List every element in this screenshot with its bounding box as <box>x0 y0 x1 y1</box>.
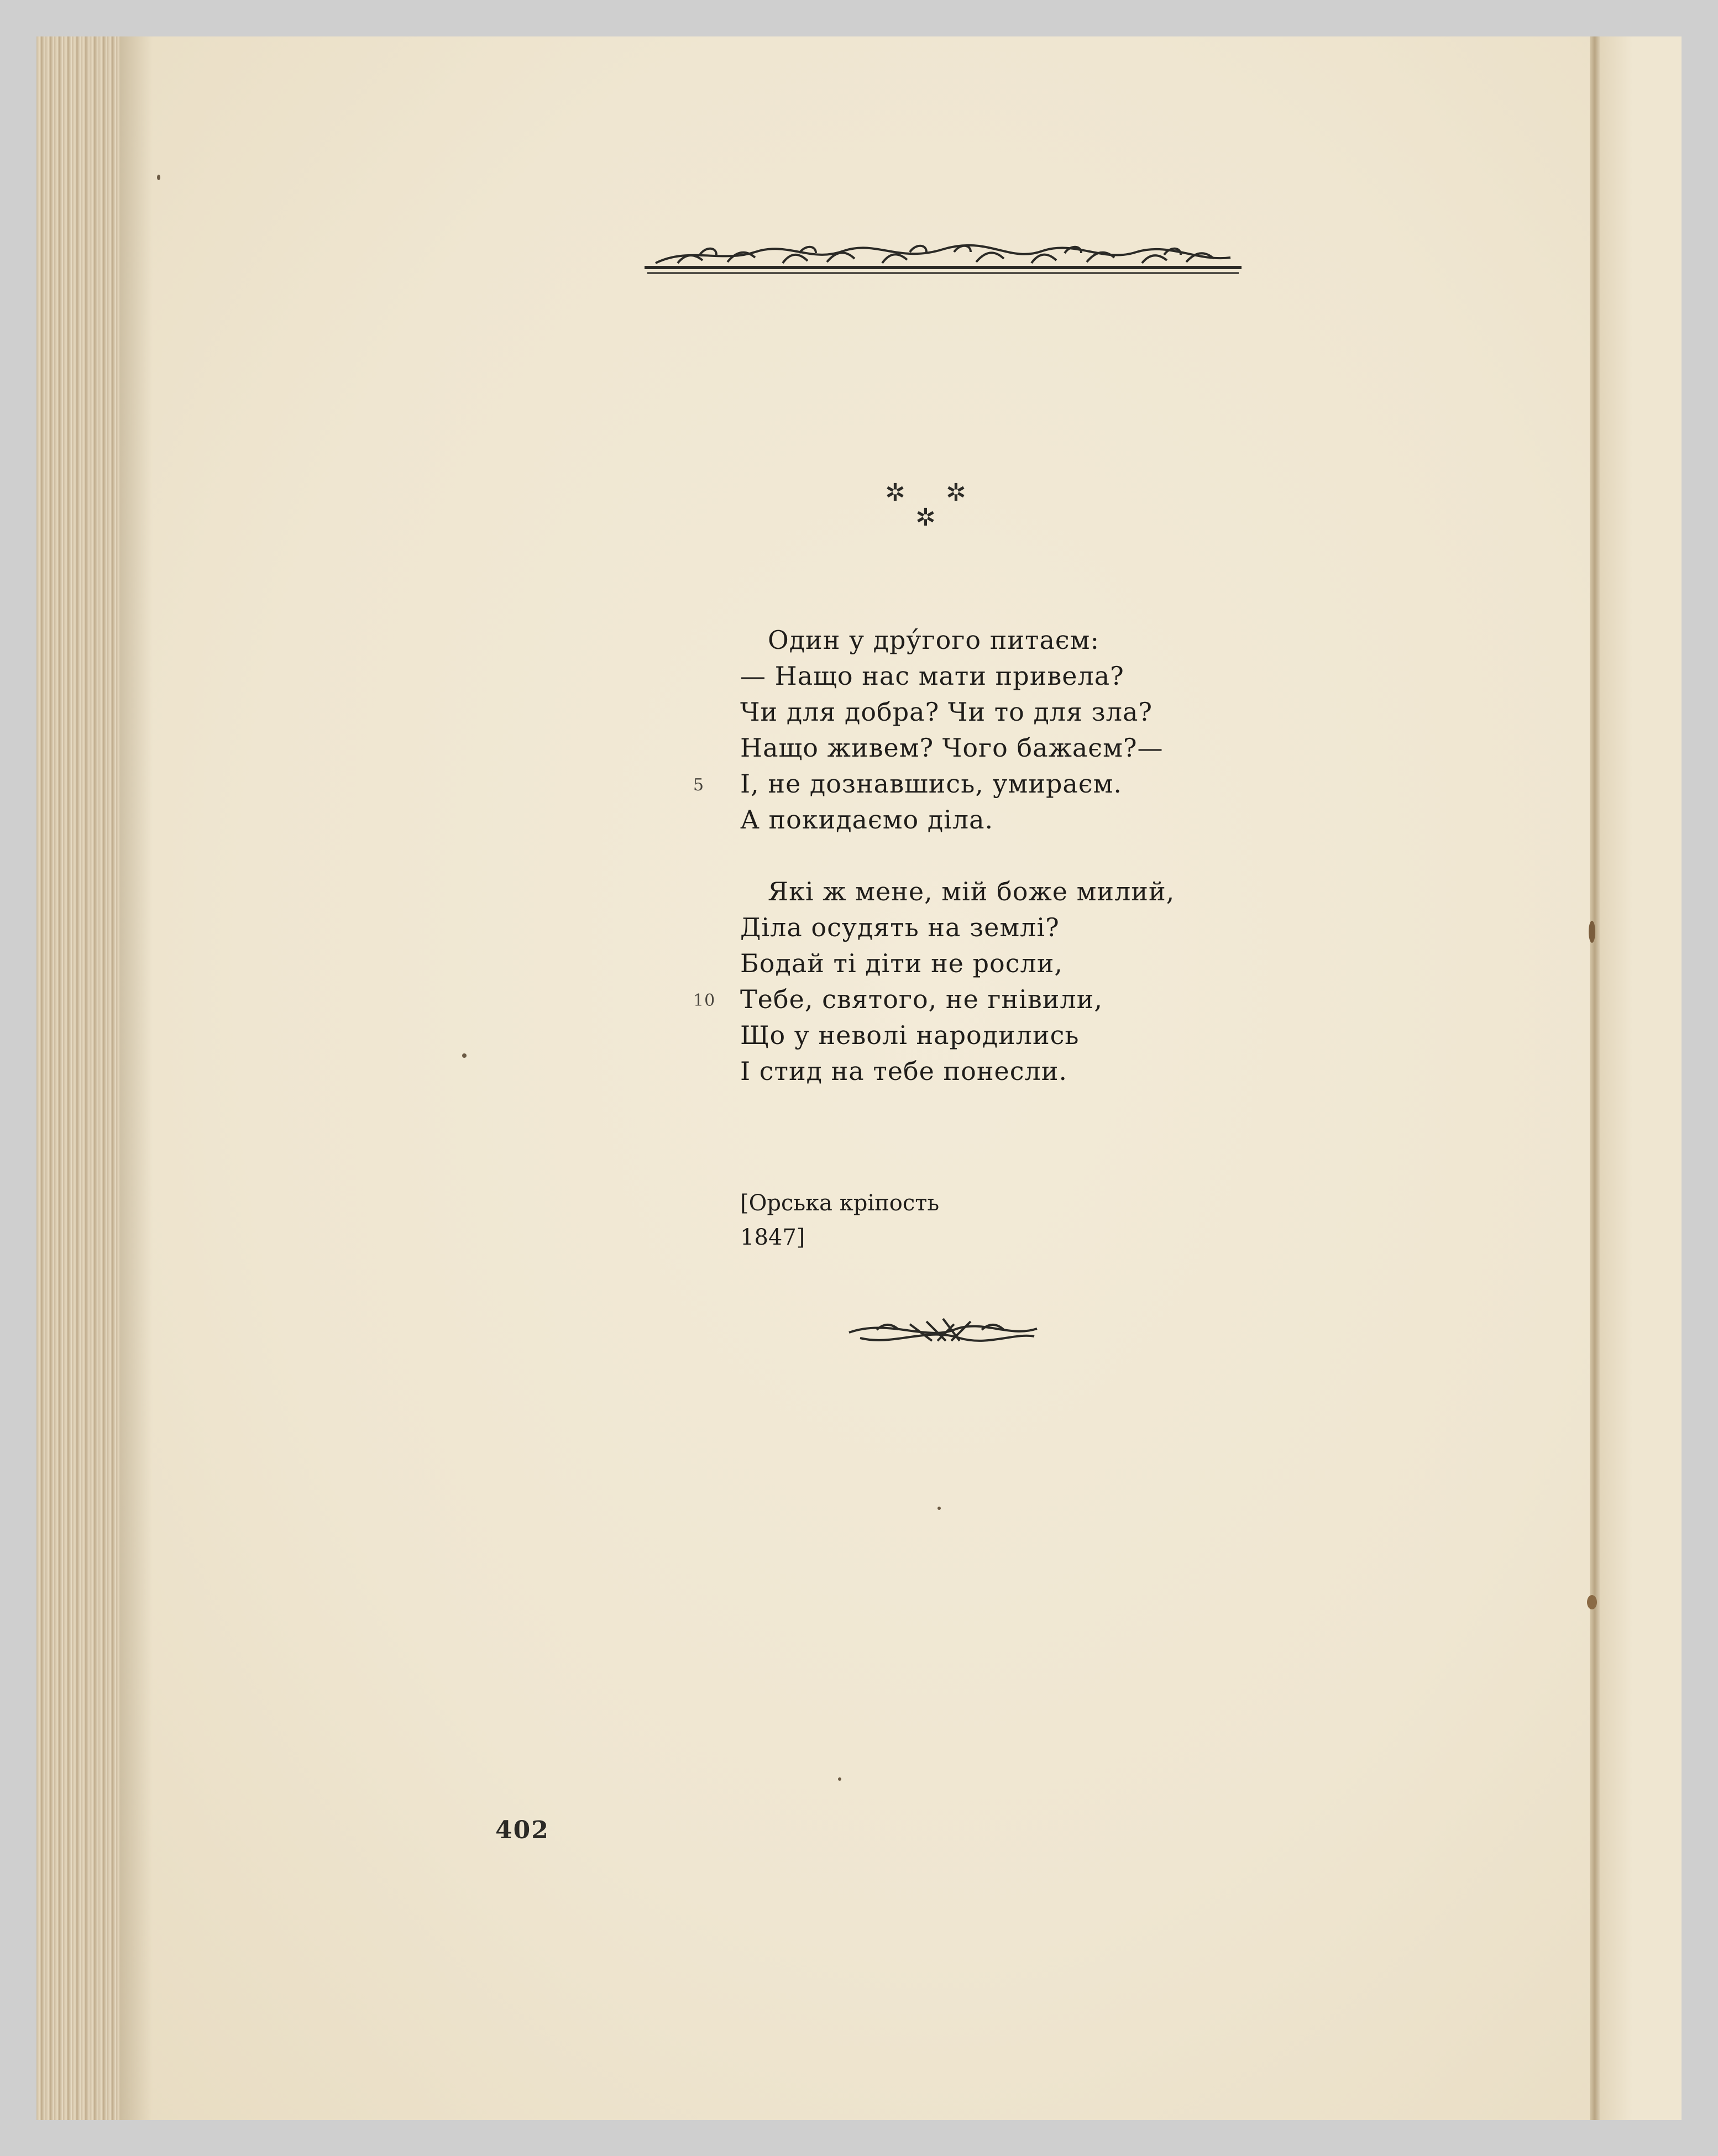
poem-line-text: І стид на тебе понесли. <box>740 1056 1068 1086</box>
poem-line-text: Що у неволі народились <box>740 1020 1080 1050</box>
poem-line <box>740 694 1403 730</box>
poem-line <box>740 1017 1403 1053</box>
poem-line <box>740 730 1403 766</box>
poem-line-text: Нащо живем? Чого бажаєм?— <box>740 733 1164 763</box>
poem-line-text: І, не дознавшись, умираєм. <box>740 769 1123 799</box>
poem-line-text: Один у дру́гого питаєм: <box>768 625 1099 655</box>
poem-line-text: Чи для добра? Чи то для зла? <box>740 697 1153 727</box>
page-stack-edge <box>36 36 119 2120</box>
poem-line <box>693 766 1403 802</box>
poem-line <box>740 946 1403 982</box>
book-gutter <box>1590 36 1600 2120</box>
binding-shadow <box>119 36 153 2120</box>
bottom-ornament-icon <box>844 1308 1043 1352</box>
poem-line <box>740 910 1403 946</box>
page-speck <box>157 175 160 180</box>
stanza <box>693 874 1403 1089</box>
poem-line <box>740 1053 1403 1089</box>
page-speck <box>1587 1595 1597 1609</box>
poem-line <box>693 982 1403 1017</box>
page-speck <box>462 1053 467 1058</box>
page-number: 402 <box>495 1816 549 1844</box>
poem-line-text: Тебе, святого, не гнівили, <box>740 984 1103 1014</box>
poem-line <box>740 622 1403 658</box>
poem-signature <box>740 1186 939 1255</box>
top-ornament-icon <box>645 235 1242 280</box>
book-scan <box>36 36 1682 2120</box>
poem-line-text: Діла осудять на землі? <box>740 912 1060 942</box>
line-number: 5 <box>693 775 705 795</box>
poem-line-text: Бодай ті діти не росли, <box>740 948 1063 978</box>
page-speck <box>1589 921 1595 943</box>
page-speck <box>937 1507 941 1510</box>
line-number: 10 <box>693 991 716 1010</box>
page-speck <box>838 1777 841 1781</box>
poem-line <box>740 802 1403 838</box>
asterism-icon: ✲ ✲ ✲ <box>885 479 966 532</box>
poem-line-text: Які ж мене, мій боже милий, <box>768 877 1175 906</box>
poem-body <box>693 622 1403 1125</box>
facing-page-edge <box>1600 36 1682 2120</box>
poem-line <box>740 874 1403 910</box>
poem-line <box>740 658 1403 694</box>
poem-line-text: А покидаємо діла. <box>740 805 994 835</box>
stanza <box>693 622 1403 838</box>
signature-place: [Орська кріпость <box>740 1190 940 1216</box>
poem-line-text: — Нащо нас мати привела? <box>740 661 1124 691</box>
signature-year: 1847] <box>740 1225 805 1250</box>
